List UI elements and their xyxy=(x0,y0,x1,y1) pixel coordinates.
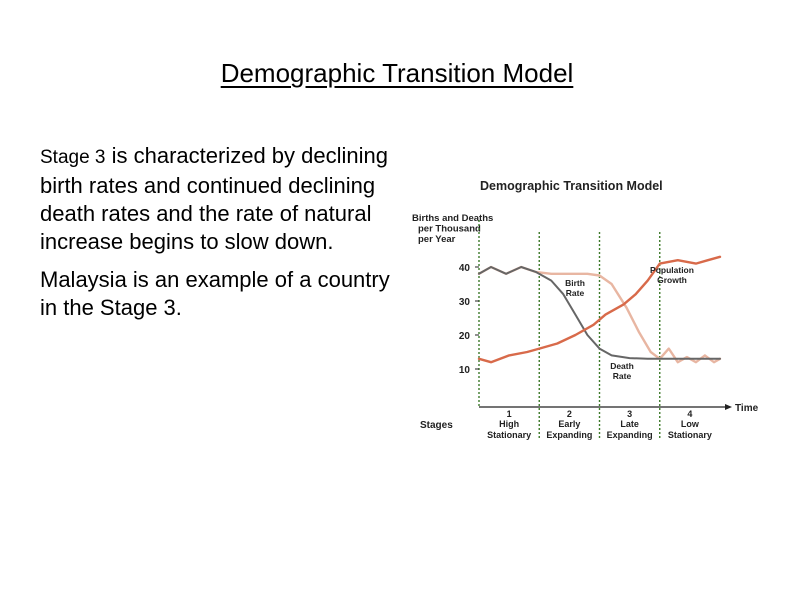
chart-title: Demographic Transition Model xyxy=(480,179,663,193)
series-label: Rate xyxy=(612,371,632,381)
stage-name: High xyxy=(499,419,520,429)
stage-number: 4 xyxy=(687,409,693,419)
y-tick-label: 10 xyxy=(458,365,470,376)
stage-name: Expanding xyxy=(546,430,593,440)
dtm-chart xyxy=(400,170,794,470)
stage-name: Expanding xyxy=(606,430,653,440)
series-label: Rate xyxy=(565,288,585,298)
series-label: Population xyxy=(650,265,694,275)
stage-name: Early xyxy=(558,419,581,429)
stage-number: 1 xyxy=(506,409,512,419)
paragraph-stage-3 xyxy=(40,142,400,256)
stage-3-label: Stage 3 xyxy=(40,147,106,168)
stage-name: Late xyxy=(620,419,639,429)
demographic-transition-figure xyxy=(400,170,794,470)
y-tick-label: 30 xyxy=(458,297,470,308)
stage-name: Low xyxy=(680,419,699,429)
y-axis-label: per Thousand xyxy=(418,223,481,235)
x-axis-label: Time xyxy=(735,403,759,414)
series-label: Growth xyxy=(657,275,687,285)
series-label: Death xyxy=(610,361,634,371)
x-axis-arrow xyxy=(725,404,732,410)
stage-name: Stationary xyxy=(487,430,532,440)
y-tick-label: 20 xyxy=(458,331,470,342)
stage-number: 2 xyxy=(566,409,572,419)
stage-3-description: is characterized by declining birth rates and continued declining death rates and the rate of natural increase begins to slow down. xyxy=(40,143,388,254)
paragraph-malaysia: Malaysia is an example of a country in the Stage 3. xyxy=(40,267,390,320)
series-label: Birth xyxy=(565,278,585,288)
y-axis-label: per Year xyxy=(418,234,456,245)
y-axis-label: Births and Deaths xyxy=(412,213,494,224)
stages-label: Stages xyxy=(420,420,453,431)
slide-title: Demographic Transition Model xyxy=(220,58,574,88)
y-tick-label: 40 xyxy=(458,263,470,274)
stage-name: Stationary xyxy=(667,430,712,440)
body-text xyxy=(40,142,400,322)
stage-number: 3 xyxy=(627,409,633,419)
